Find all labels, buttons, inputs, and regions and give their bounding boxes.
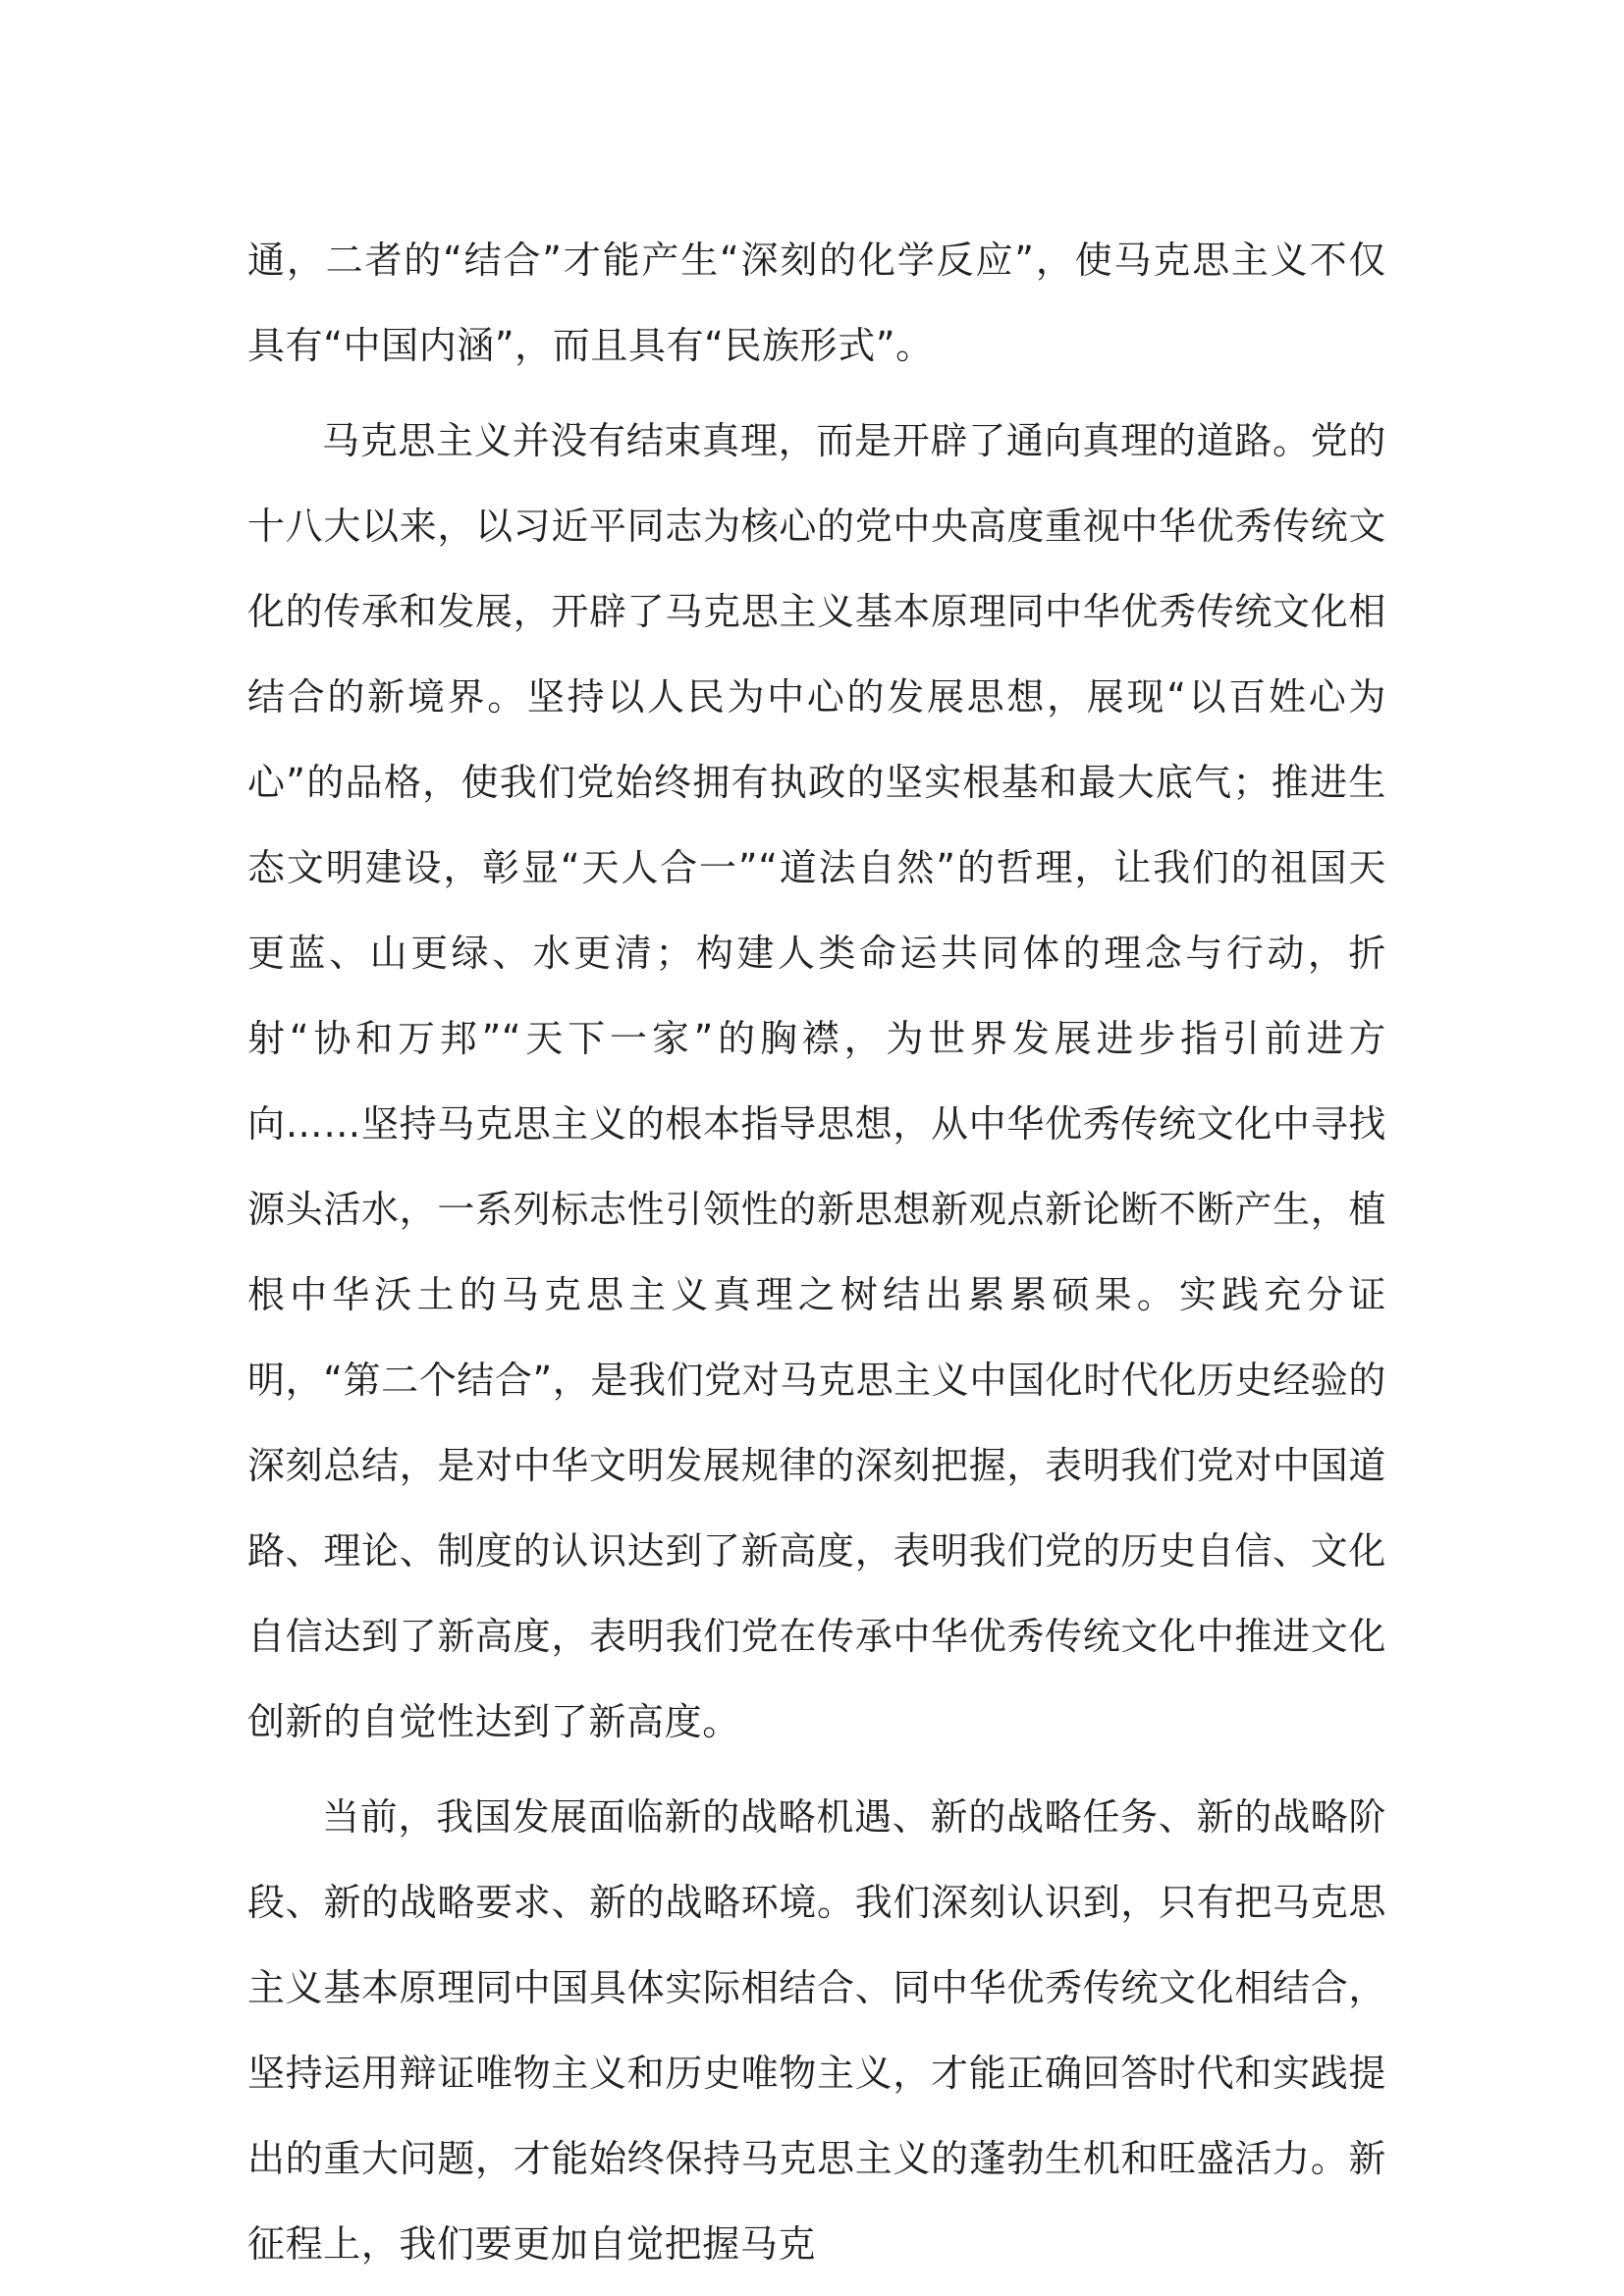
document-body (247, 218, 1386, 2287)
paragraph: 当前，我国发展面临新的战略机遇、新的战略任务、新的战略阶段、新的战略要求、新的战略环境。我们深刻认识到，只有把马克思主义基本原理同中国具体实际相结合、同中华优秀传统文化相结合，坚持运用辩证唯物主义和历史唯物主义，才能正确回答时代和实践提出的重大问题，才能始终保持马克思主义的蓬勃生机和旺盛活力。新征程上，我们要更加自觉把握马克 (247, 1795, 1386, 2266)
paragraph-continued: 通，二者的“结合”才能产生“深刻的化学反应”，使马克思主义不仅具有“中国内涵”，而且具有“民族形式”。 (247, 239, 1386, 367)
paragraph: 马克思主义并没有结束真理，而是开辟了通向真理的道路。党的十八大以来，以习近平同志为核心的党中央高度重视中华优秀传统文化的传承和发展，开辟了马克思主义基本原理同中华优秀传统文化相结合的新境界。坚持以人民为中心的发展思想，展现“以百姓心为心”的品格，使我们党始终拥有执政的坚实根基和最大底气；推进生态文明建设，彰显“天人合一”“道法自然”的哲理，让我们的祖国天更蓝、山更绿、水更清；构建人类命运共同体的理念与行动，折射“协和万邦”“天下一家”的胸襟，为世界发展进步指引前进方向……坚持马克思主义的根本指导思想，从中华优秀传统文化中寻找源头活水，一系列标志性引领性的新思想新观点新论断不断产生，植根中华沃土的马克思主义真理之树结出累累硕果。实践充分证明，“第二个结合”，是我们党对马克思主义中国化时代化历史经验的深刻总结，是对中华文明发展规律的深刻把握，表明我们党对中国道路、理论、制度的认识达到了新高度，表明我们党的历史自信、文化自信达到了新高度，表明我们党在传承中华优秀传统文化中推进文化创新的自觉性达到了新高度。 (247, 419, 1386, 1743)
